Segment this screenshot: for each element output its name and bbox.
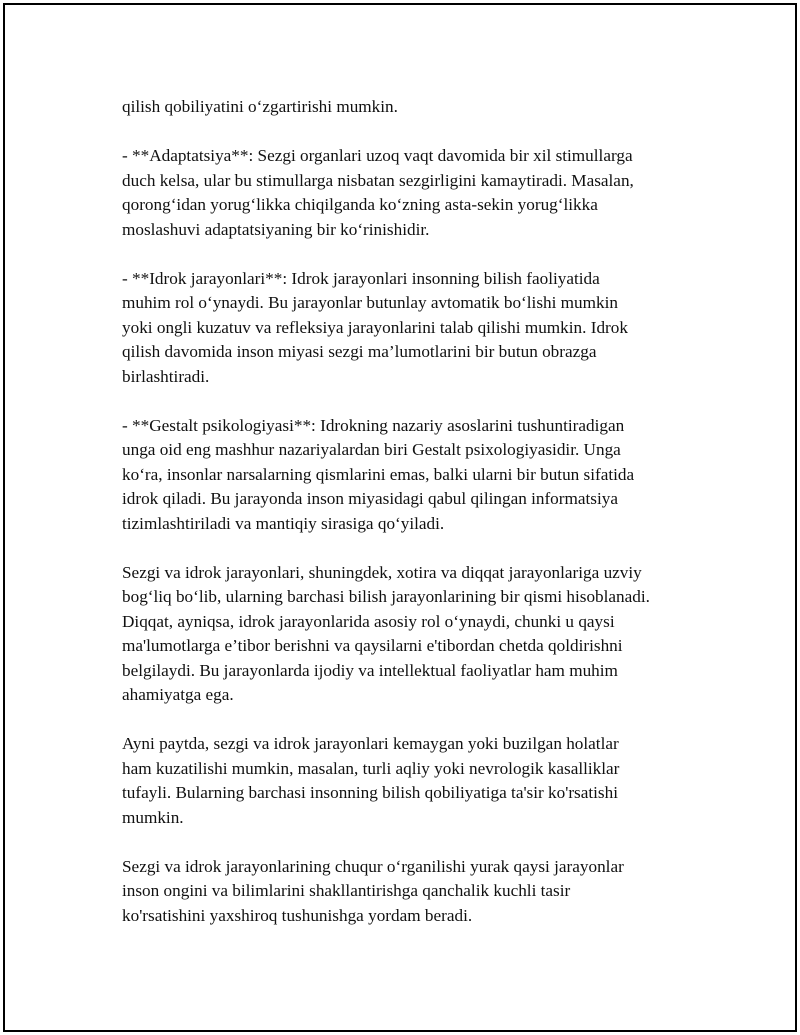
paragraph-adaptatsiya <box>122 144 702 242</box>
paragraph-line: inson ongini va bilimlarini shakllantirishga qanchalik kuchli tasir <box>122 881 571 900</box>
paragraph-line: moslashuvi adaptatsiyaning bir ko‘rinishidir. <box>122 219 430 239</box>
paragraph-line: duch kelsa, ular bu stimullarga nisbatan sezgirligini kamaytiradi. Masalan, <box>122 170 634 190</box>
paragraph-line: Diqqat, ayniqsa, idrok jarayonlarida asosiy rol o‘ynaydi, chunki u qaysi <box>122 611 615 631</box>
paragraph-buzilgan-holatlar <box>122 732 702 830</box>
document-page <box>3 3 797 1032</box>
paragraph-line: belgilaydi. Bu jarayonlarda ijodiy va intellektual faoliyatlar ham muhim <box>122 660 618 680</box>
paragraph-line: qilish davomida inson miyasi sezgi ma’lumotlarini bir butun obrazga <box>122 342 597 361</box>
paragraph-line: - **Adaptatsiya**: Sezgi organlari uzoq vaqt davomida bir xil stimullarga <box>122 146 633 165</box>
paragraph-line: Sezgi va idrok jarayonlari, shuningdek, xotira va diqqat jarayonlariga uzviy <box>122 562 642 582</box>
paragraph-line: ko‘ra, insonlar narsalarning qismlarini emas, balki ularni bir butun sifatida <box>122 464 635 484</box>
paragraph-line: yoki ongli kuzatuv va refleksiya jarayonlarini talab qilishi mumkin. Idrok <box>122 317 628 337</box>
paragraph-line: ahamiyatga ega. <box>122 685 234 704</box>
paragraph-gestalt <box>122 414 702 537</box>
paragraph-conclusion <box>122 855 702 929</box>
paragraph-line: unga oid eng mashhur nazariyalardan biri Gestalt psixologiyasidir. Unga <box>122 440 621 459</box>
paragraph-line: ko'rsatishini yaxshiroq tushunishga yordam beradi. <box>122 905 473 925</box>
paragraph-line: muhim rol o‘ynaydi. Bu jarayonlar butunlay avtomatik bo‘lishi mumkin <box>122 293 618 312</box>
paragraph-line: idrok qiladi. Bu jarayonda inson miyasidagi qabul qilingan informatsiya <box>122 489 618 508</box>
paragraph-line: Sezgi va idrok jarayonlarining chuqur o‘rganilishi yurak qaysi jarayonlar <box>122 856 624 876</box>
paragraph-line: tizimlashtiriladi va mantiqiy sirasiga qo‘yiladi. <box>122 513 445 533</box>
paragraph-line: birlashtiradi. <box>122 366 210 386</box>
paragraph-line: mumkin. <box>122 807 184 827</box>
paragraph-line: qilish qobiliyatini o‘zgartirishi mumkin. <box>122 97 398 116</box>
paragraph-line: bog‘liq bo‘lib, ularning barchasi bilish jarayonlarining bir qismi hisoblanadi. <box>122 587 650 606</box>
paragraph-line: Ayni paytda, sezgi va idrok jarayonlari kemaygan yoki buzilgan holatlar <box>122 734 619 753</box>
paragraph-idrok-jarayonlari <box>122 267 702 390</box>
document-body <box>122 95 702 953</box>
paragraph-line: ham kuzatilishi mumkin, masalan, turli aqliy yoki nevrologik kasalliklar <box>122 758 620 778</box>
paragraph-line: - **Idrok jarayonlari**: Idrok jarayonlari insonning bilish faoliyatida <box>122 268 600 288</box>
paragraph-line: tufayli. Bularning barchasi insonning bilish qobiliyatiga ta'sir ko'rsatishi <box>122 783 618 802</box>
paragraph-xotira-diqqat <box>122 561 702 708</box>
paragraph-continuation <box>122 95 702 120</box>
paragraph-line: - **Gestalt psikologiyasi**: Idrokning nazariy asoslarini tushuntiradigan <box>122 415 625 435</box>
paragraph-line: ma'lumotlarga e’tibor berishni va qaysilarni e'tibordan chetda qoldirishni <box>122 636 623 655</box>
paragraph-line: qorong‘idan yorug‘likka chiqilganda ko‘zning asta-sekin yorug‘likka <box>122 195 598 214</box>
